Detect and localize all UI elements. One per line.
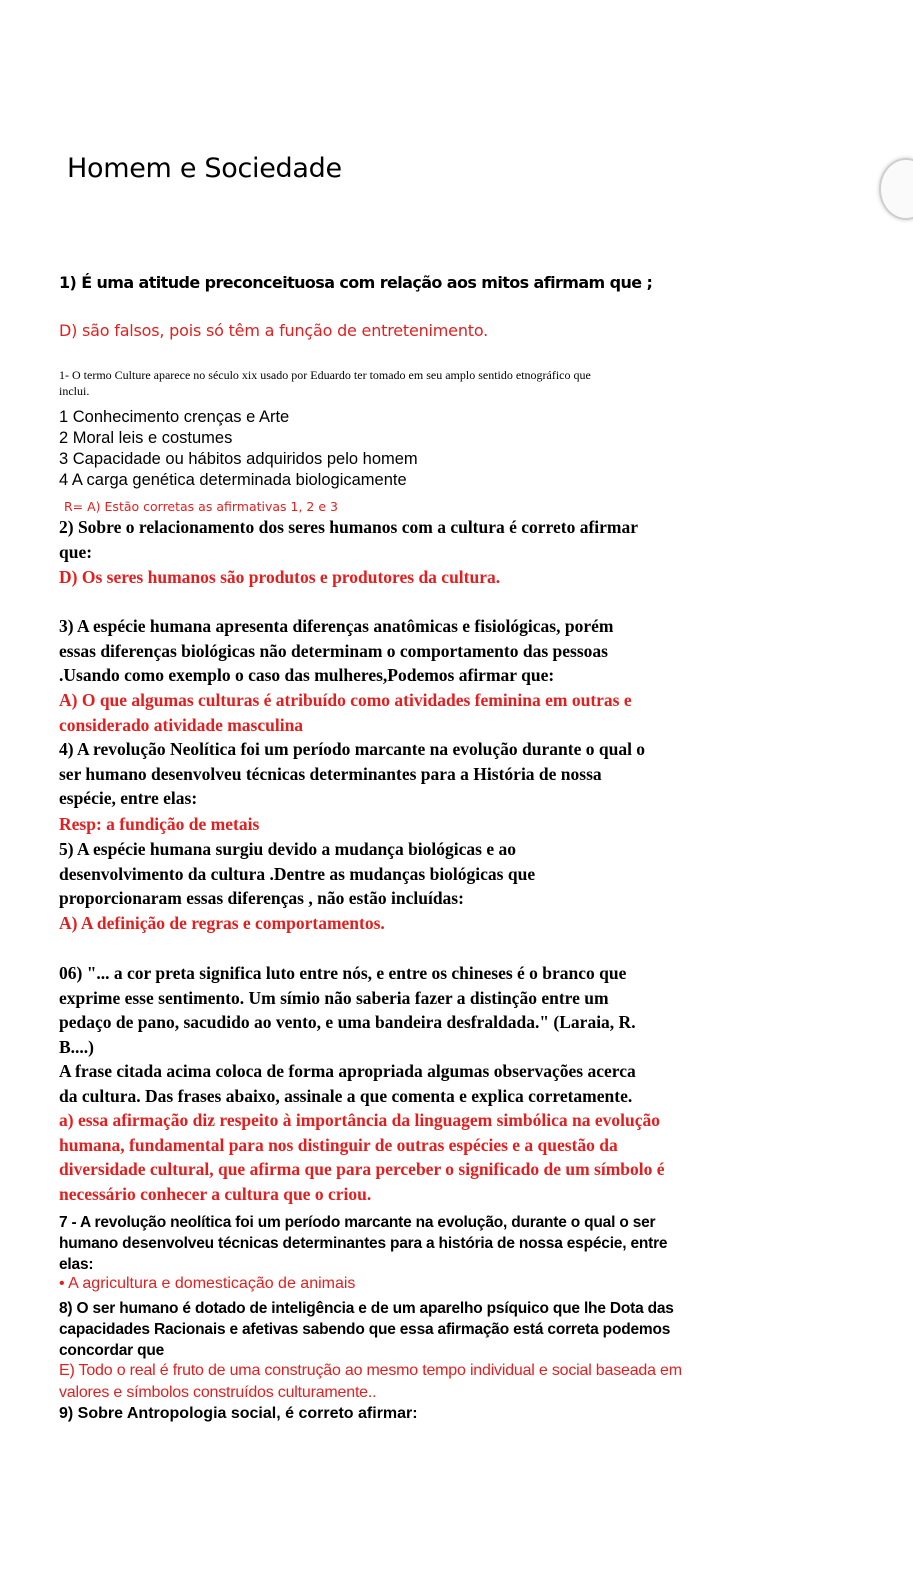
q3-line: essas diferenças biológicas não determinam o comportamento das pessoas [59,640,608,661]
q7-line: humano desenvolveu técnicas determinantes para a história de nossa espécie, entre [59,1235,668,1252]
list-item: 1 Conhecimento crenças e Arte [59,408,290,426]
item1-answer: R= A) Estão corretas as afirmativas 1, 2 e 3 [64,499,338,514]
q6-line: exprime esse sentimento. Um símio não saberia fazer a distinção entre um [59,987,609,1008]
item1-intro [59,367,591,399]
page-title: Homem e Sociedade [67,153,342,184]
q6-line: pedaço de pano, sacudido ao vento, e uma bandeira desfraldada." (Laraia, R. [59,1012,636,1032]
q8-answer-line: E) Todo o real é fruto de uma construção ao mesmo tempo individual e social baseada em [59,1362,682,1379]
q4-line: espécie, entre elas: [59,788,198,808]
q8-question [59,1298,674,1361]
q3-line: 3) A espécie humana apresenta diferenças anatômicas e fisiológicas, porém [59,616,614,636]
scroll-nav-button[interactable] [879,158,913,220]
q8-answer [59,1360,682,1404]
q2-question [59,515,638,564]
q8-answer-line: valores e símbolos construídos culturamente.. [59,1384,377,1401]
q5-line: 5) A espécie humana surgiu devido a mudança biológicas e ao [59,839,516,859]
q7-line: elas: [59,1256,94,1273]
list-item: 2 Moral leis e costumes [59,429,233,447]
q1-question: 1) É uma atitude preconceituosa com relação aos mitos afirmam que ; [59,273,653,292]
q6-answer-line: a) essa afirmação diz respeito à importância da linguagem simbólica na evolução [59,1110,660,1130]
q6-answer [59,1108,665,1206]
list-item: 4 A carga genética determinada biologicamente [59,471,407,489]
q6-answer-line: necessário conhecer a cultura que o criou. [59,1183,372,1204]
q4-line: 4) A revolução Neolítica foi um período marcante na evolução durante o qual o [59,739,646,759]
q2-line: 2) Sobre o relacionamento dos seres humanos com a cultura é correto afirmar [59,517,639,537]
list-item: 3 Capacidade ou hábitos adquiridos pelo homem [59,450,418,468]
q7-line: 7 - A revolução neolítica foi um período marcante na evolução, durante o qual o ser [59,1214,656,1231]
q6-line: 06) "... a cor preta significa luto entre nós, e entre os chineses é o branco que [59,963,627,983]
q7-question [59,1212,667,1275]
q8-line: 8) O ser humano é dotado de inteligência e de um aparelho psíquico que lhe Dota das [59,1300,674,1317]
q6-line: da cultura. Das frases abaixo, assinale a que comenta e explica corretamente. [59,1085,633,1106]
q5-line: proporcionaram essas diferenças , não estão incluídas: [59,888,464,908]
q8-line: concordar que [59,1342,165,1359]
q6-line: A frase citada acima coloca de forma apropriada algumas observações acerca [59,1061,636,1081]
q2-answer: D) Os seres humanos são produtos e produtores da cultura. [59,567,501,587]
q7-answer: • A agricultura e domesticação de animais [59,1275,356,1292]
q6-question [59,961,636,1108]
q1-answer: D) são falsos, pois só têm a função de entretenimento. [59,321,489,340]
q2-line: que: [59,541,93,562]
item1-options [59,407,418,491]
q4-answer: Resp: a fundição de metais [59,814,260,834]
item1-intro-line: inclui. [59,384,90,398]
q5-question [59,837,535,911]
q6-answer-line: humana, fundamental para nos distinguir de outras espécies e a questão da [59,1134,618,1155]
q3-answer-line: considerado atividade masculina [59,714,304,735]
q4-question [59,737,645,811]
item1-intro-line: 1- O termo Culture aparece no século xix usado por Eduardo ter tomado em seu amplo sentido etnográfico que [59,368,591,382]
q9-question: 9) Sobre Antropologia social, é correto afirmar: [59,1405,418,1422]
q4-line: ser humano desenvolveu técnicas determinantes para a História de nossa [59,763,602,784]
q8-line: capacidades Racionais e afetivas sabendo que essa afirmação está correta podemos [59,1321,671,1338]
q6-answer-line: diversidade cultural, que afirma que para perceber o significado de um símbolo é [59,1159,665,1179]
q5-answer: A) A definição de regras e comportamentos. [59,913,385,933]
q6-line: B....) [59,1036,94,1057]
q5-line: desenvolvimento da cultura .Dentre as mudanças biológicas que [59,863,536,884]
q3-question [59,614,613,688]
q3-answer [59,688,632,737]
q3-answer-line: A) O que algumas culturas é atribuído como atividades feminina em outras e [59,690,632,710]
q3-line: .Usando como exemplo o caso das mulheres,Podemos afirmar que: [59,665,555,685]
